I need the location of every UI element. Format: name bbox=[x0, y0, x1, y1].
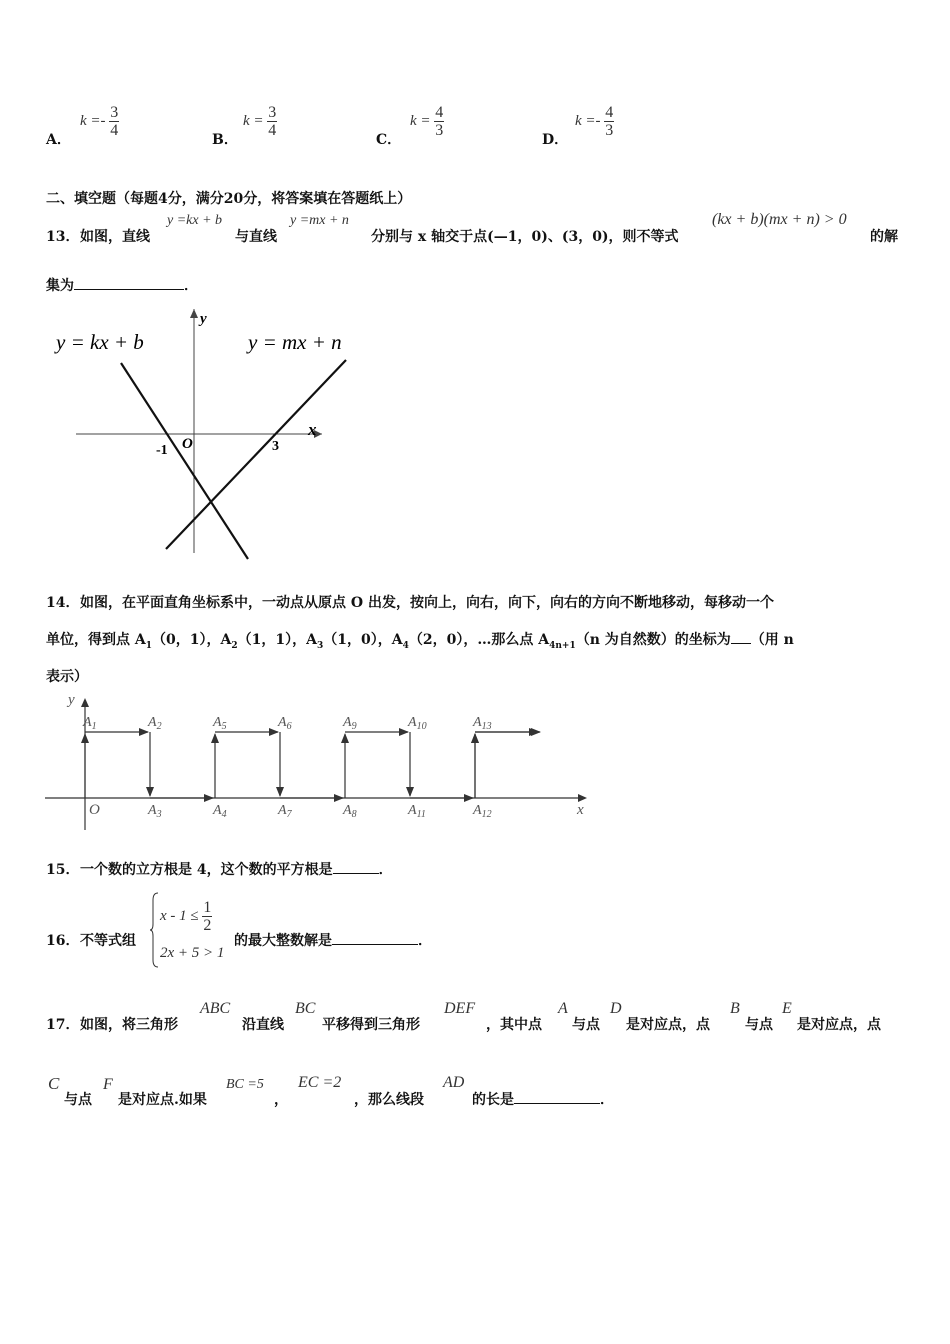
q14-point-a9: $A_9$ bbox=[343, 715, 357, 732]
q15-number: 15． bbox=[46, 862, 80, 878]
q14-l2-p6: （用 n bbox=[750, 632, 794, 648]
q13-origin-label: O bbox=[182, 436, 193, 452]
choice-d-num: 4 bbox=[605, 104, 614, 121]
q16-row1-den: 2 bbox=[203, 917, 212, 934]
q17-def: DEF bbox=[444, 1000, 476, 1017]
q16-answer-blank bbox=[332, 932, 418, 945]
q14-point-a3: $A_3$ bbox=[148, 803, 162, 820]
choice-a-den: 4 bbox=[110, 122, 119, 139]
q14-y-label: y bbox=[68, 692, 75, 708]
choice-b-lhs: k = bbox=[243, 112, 264, 129]
q14-point-a7: $A_7$ bbox=[278, 803, 292, 820]
q15-text bbox=[80, 859, 393, 879]
q17-f: F bbox=[103, 1076, 113, 1093]
q14-x-label: x bbox=[577, 802, 584, 818]
q14-l2-p5: （n 为自然数）的坐标为 bbox=[575, 632, 731, 648]
q13-answer-blank bbox=[74, 277, 184, 290]
q14-number: 14． bbox=[46, 595, 80, 611]
choice-a-num: 3 bbox=[110, 104, 119, 121]
q16-text-2 bbox=[234, 930, 432, 950]
q17-ad: AD bbox=[443, 1074, 465, 1091]
q16-row1-lhs: x - 1 ≤ bbox=[160, 907, 199, 924]
q13-tick-neg1: -1 bbox=[156, 443, 168, 458]
q17-bc: BC bbox=[295, 1000, 316, 1017]
q17-text-7: 与点 bbox=[745, 1017, 773, 1033]
q14-line1: 如图，在平面直角坐标系中，一动点从原点 O 出发，按向上，向右，向下，向右的方向不断地移动，每移动一个 bbox=[80, 595, 774, 611]
q17-c: C bbox=[48, 1074, 60, 1093]
choice-d-fraction bbox=[604, 104, 614, 139]
q17-e: E bbox=[782, 1000, 792, 1017]
choice-c-formula bbox=[410, 104, 444, 139]
q14-l2-p1: （0，1），A bbox=[152, 632, 232, 648]
q13-label-mx-n: y = mx + n bbox=[248, 330, 342, 354]
q16-row1-fraction bbox=[202, 899, 212, 934]
q14-point-a6: $A_6$ bbox=[278, 715, 292, 732]
choice-b-formula bbox=[243, 104, 277, 139]
q13-text-4: 的解 bbox=[870, 229, 898, 245]
q17-text-1: 如图，将三角形 bbox=[80, 1017, 178, 1033]
q13-tick-3: 3 bbox=[272, 439, 279, 454]
q17-a: A bbox=[558, 1000, 568, 1017]
q13-y-label: y bbox=[200, 311, 207, 327]
q14-point-a10: $A_{10}$ bbox=[408, 715, 427, 732]
choice-c-letter: C． bbox=[376, 132, 402, 148]
q14-point-labels bbox=[82, 715, 492, 820]
choice-a-formula bbox=[80, 104, 119, 139]
q14-sub-5: 4n+1 bbox=[549, 640, 576, 651]
q13-answer-prefix: 集为 bbox=[46, 278, 74, 294]
choice-c-den: 3 bbox=[435, 122, 444, 139]
q16-row1 bbox=[160, 899, 212, 934]
q14-x-arrow bbox=[578, 794, 587, 802]
q14-l2-p4: （2，0），…那么点 A bbox=[408, 632, 550, 648]
choice-c-fraction bbox=[434, 104, 444, 139]
q14-line2 bbox=[46, 629, 794, 651]
q14-point-a8: $A_8$ bbox=[343, 803, 357, 820]
q13-text-3: 分别与 x 轴交于点(—1，0)、(3，0)，则不等式 bbox=[371, 229, 679, 245]
q17-d: D bbox=[610, 1000, 622, 1017]
q16-prompt: 的最大整数解是 bbox=[234, 933, 332, 949]
q14-l2-a: 单位，得到点 A bbox=[46, 632, 146, 648]
q15-prompt: 一个数的立方根是 4，这个数的平方根是 bbox=[80, 862, 333, 878]
q13-eq1: y =kx + b bbox=[167, 213, 223, 228]
choice-c-lhs: k = bbox=[410, 112, 431, 129]
q14-point-a13: $A_{13}$ bbox=[473, 715, 492, 732]
q13-line-mx-n bbox=[166, 360, 346, 549]
q16-row2: 2x + 5 > 1 bbox=[160, 945, 225, 961]
q17-text-9: 与点 bbox=[64, 1092, 92, 1108]
section-heading: 二、填空题（每题4分，满分20分，将答案填在答题纸上） bbox=[46, 191, 412, 207]
choice-d-den: 3 bbox=[605, 122, 614, 139]
choice-a-fraction bbox=[109, 104, 119, 139]
q14-sub-4: 4 bbox=[402, 640, 409, 651]
q16-text-1: 不等式组 bbox=[80, 933, 136, 949]
q14-point-a12: $A_{12}$ bbox=[473, 803, 492, 820]
choice-d-letter: D． bbox=[542, 132, 569, 148]
q17-ec2: EC =2 bbox=[298, 1074, 342, 1091]
choice-d-formula bbox=[575, 104, 614, 139]
choice-a-lhs: k =- bbox=[80, 112, 106, 129]
q14-moves bbox=[85, 732, 540, 798]
q13-graph bbox=[46, 305, 366, 565]
choice-d-lhs: k =- bbox=[575, 112, 601, 129]
q13-text-5 bbox=[46, 275, 198, 295]
q17-prompt: 的长是 bbox=[472, 1092, 514, 1108]
q14-origin-label: O bbox=[89, 802, 100, 818]
q13-eq2: y =mx + n bbox=[290, 213, 349, 228]
q13-label-kx-b: y = kx + b bbox=[56, 330, 144, 354]
q17-end: ． bbox=[600, 1092, 614, 1108]
q14-point-a4: $A_4$ bbox=[213, 803, 227, 820]
q16-brace bbox=[149, 892, 159, 968]
q17-comma: ， bbox=[274, 1092, 288, 1108]
q17-bc5: BC =5 bbox=[226, 1077, 264, 1092]
q17-text-3: 平移得到三角形 bbox=[322, 1017, 420, 1033]
q14-l2-p3: （1，0），A bbox=[323, 632, 403, 648]
q14-graph bbox=[40, 690, 600, 840]
q16-number: 16． bbox=[46, 933, 80, 949]
q17-abc: ABC bbox=[200, 1000, 231, 1017]
choice-b-den: 4 bbox=[268, 122, 277, 139]
q14-line3: 表示） bbox=[46, 669, 88, 685]
choice-c-num: 4 bbox=[435, 104, 444, 121]
q16-row1-num: 1 bbox=[203, 899, 212, 916]
q17-answer-blank bbox=[514, 1091, 600, 1104]
q13-end: ． bbox=[184, 278, 198, 294]
choice-a-letter: A． bbox=[46, 132, 71, 148]
q17-text-12 bbox=[472, 1089, 614, 1109]
q14-sub-3: 3 bbox=[317, 640, 324, 651]
q17-text-6: 是对应点，点 bbox=[626, 1017, 710, 1033]
q14-answer-blank bbox=[731, 631, 751, 644]
q15-answer-blank bbox=[333, 861, 379, 874]
q17-text-8: 是对应点，点 bbox=[797, 1017, 881, 1033]
q17-number: 17． bbox=[46, 1017, 80, 1033]
q16-end: ． bbox=[418, 933, 432, 949]
q13-text-2: 与直线 bbox=[235, 229, 277, 245]
q17-text-5: 与点 bbox=[572, 1017, 600, 1033]
choice-b-letter: B． bbox=[212, 132, 238, 148]
q14-y-arrow bbox=[81, 698, 89, 707]
q14-sub-1: 1 bbox=[145, 640, 153, 651]
q13-text-1: 如图，直线 bbox=[80, 229, 150, 245]
q15-end: ． bbox=[378, 862, 393, 878]
q17-text-10: 是对应点.如果 bbox=[118, 1092, 207, 1108]
q17-text-2: 沿直线 bbox=[242, 1017, 284, 1033]
q17-b: B bbox=[730, 1000, 740, 1017]
q13-y-arrow bbox=[190, 309, 198, 318]
q13-x-label: x bbox=[308, 420, 317, 439]
q13-number: 13． bbox=[46, 229, 80, 245]
q14-point-a11: $A_{11}$ bbox=[408, 803, 426, 820]
q14-l2-p2: （1，1），A bbox=[237, 632, 317, 648]
q13-inequality: (kx + b)(mx + n) > 0 bbox=[712, 211, 847, 228]
q17-text-11: ，那么线段 bbox=[354, 1092, 424, 1108]
choice-b-fraction bbox=[267, 104, 277, 139]
q14-point-a5: $A_5$ bbox=[213, 715, 227, 732]
q14-point-a2: $A_2$ bbox=[148, 715, 162, 732]
q14-sub-2: 2 bbox=[231, 640, 238, 651]
q14-point-a1: $A_1$ bbox=[83, 715, 97, 732]
choice-b-num: 3 bbox=[268, 104, 277, 121]
q17-text-4: ，其中点 bbox=[486, 1017, 542, 1033]
